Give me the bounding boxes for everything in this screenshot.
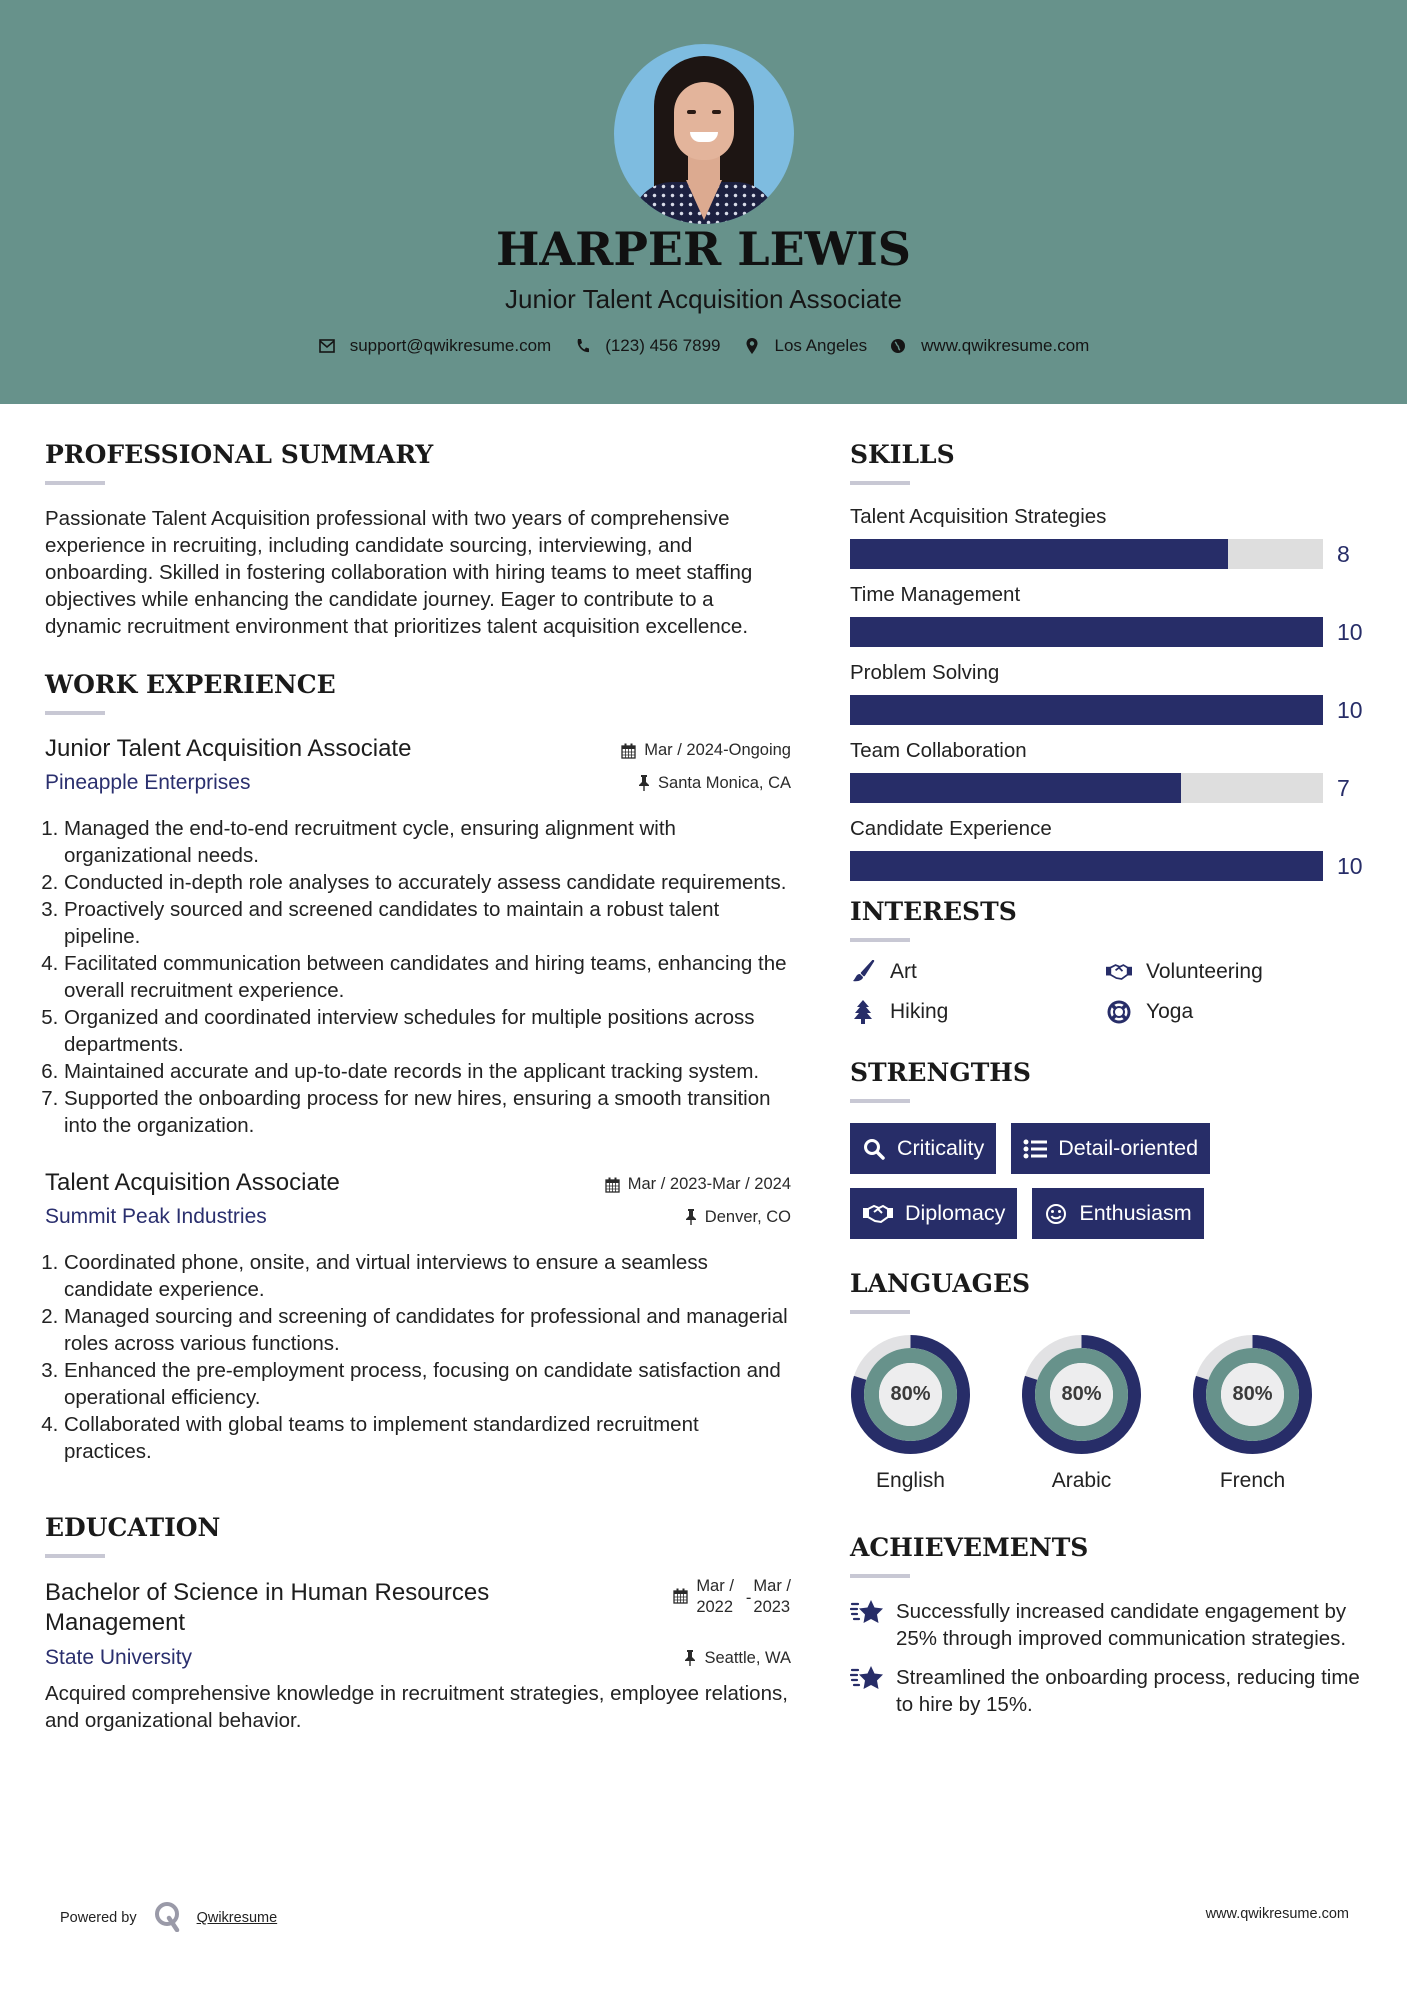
job-title: Junior Talent Acquisition Associate [45,735,412,762]
achievements-section [850,1533,1370,1718]
skill-bar-track [850,539,1323,569]
company-name: Summit Peak Industries [45,1205,267,1228]
handshake-icon [1106,960,1132,984]
duties-list [45,1249,791,1465]
skill-rating: 8 [1337,540,1350,567]
heading-divider [45,481,105,485]
achievements-heading: ACHIEVEMENTS [850,1533,1089,1562]
heading-divider [850,1574,910,1578]
heading-divider [45,711,105,715]
strengths-tags [850,1123,1370,1239]
interest-item: Hiking [850,1000,1106,1024]
tree-icon [850,1000,876,1024]
duty-item: 1. Managed the end-to-end recruitment cycle, ensuring alignment with organizational needs. [64,815,791,869]
duty-item: 7. Supported the onboarding process for new hires, ensuring a smooth transition into the organization. [64,1085,791,1139]
resume-header [0,0,1407,404]
duty-item: 4. Collaborated with global teams to implement standardized recruitment practices. [64,1411,791,1465]
duties-list [45,815,791,1139]
company-name: Pineapple Enterprises [45,771,251,794]
language-percent: 80% [890,1383,931,1405]
job-entry [45,1169,791,1465]
life-ring-icon [1106,1000,1132,1024]
skill-rating: 7 [1337,774,1350,801]
summary-text: Passionate Talent Acquisition professional with two years of comprehensive experience in recruiting, including candidate sourcing, interviewing, and onboarding. Skilled in fostering collaboration with hiring teams to meet staffing objectives while enhancing the candidate journey. Eager to contribute to a dynamic recruitment environment that prioritizes talent acquisition excellence. [45,507,753,638]
duty-item: 3. Enhanced the pre-employment process, focusing on candidate satisfaction and operational efficiency. [64,1357,791,1411]
candidate-title: Junior Talent Acquisition Associate [505,284,902,314]
skills-heading: SKILLS [850,440,955,469]
strengths-heading: STRENGTHS [850,1058,1031,1087]
job-entry [45,735,791,1139]
qwikresume-link[interactable]: Qwikresume [196,1910,278,1926]
strength-tag: Enthusiasm [1032,1188,1203,1239]
skill-label: Talent Acquisition Strategies [850,505,1107,528]
globe-icon [889,337,907,355]
handshake-icon [862,1202,894,1226]
experience-heading: WORK EXPERIENCE [45,670,336,699]
skill-bar-fill [850,851,1323,881]
languages-list [850,1334,1370,1493]
calendar-icon [621,743,636,759]
skills-section [850,440,1370,881]
heading-divider [850,481,910,485]
skill-bar-fill [850,695,1323,725]
duty-item: 4. Facilitated communication between candidates and hiring teams, enhancing the overall recruitment experience. [64,950,791,1004]
summary-heading: PROFESSIONAL SUMMARY [45,440,434,469]
interest-item: Volunteering [1106,960,1362,984]
skill-rating: 10 [1337,852,1363,879]
strengths-section [850,1058,1370,1239]
skill-bar-fill [850,617,1323,647]
job-location: Santa Monica, CA [638,774,791,793]
skill-label: Team Collaboration [850,739,1027,762]
interests-grid [850,960,1370,1024]
education-dates: Mar / 2022 - Mar / 2023 [673,1576,791,1618]
language-progress-ring [850,1334,971,1455]
skill-item [850,661,1370,725]
skill-bar-track [850,617,1323,647]
language-progress-ring [1192,1334,1313,1455]
calendar-icon [605,1177,620,1193]
skill-bar-fill [850,539,1228,569]
calendar-icon [673,1588,688,1604]
school-name: State University [45,1646,193,1669]
footer-website-link[interactable]: www.qwikresume.com [1205,1906,1349,1922]
strength-tag: Diplomacy [850,1188,1017,1239]
job-dates: Mar / 2024-Ongoing [621,741,791,760]
education-heading: EDUCATION [45,1513,221,1542]
language-name: English [876,1469,945,1492]
contact-bar [0,336,1407,356]
skill-label: Candidate Experience [850,817,1052,840]
skill-bar-fill [850,773,1181,803]
envelope-icon [318,337,336,355]
degree-title: Bachelor of Science in Human Resources Management [45,1579,490,1636]
skill-item [850,817,1370,881]
contact-website[interactable]: www.qwikresume.com [889,336,1089,356]
pushpin-icon [638,775,650,791]
languages-section [850,1269,1370,1493]
qwikresume-logo-icon [153,1900,183,1936]
skill-item [850,739,1370,803]
strength-tag: Criticality [850,1123,996,1174]
skill-rating: 10 [1337,618,1363,645]
footer-powered-by: Powered by Qwikresume [60,1900,277,1936]
contact-email[interactable]: support@qwikresume.com [318,336,552,356]
education-description: Acquired comprehensive knowledge in recruitment strategies, employee relations, and organizational behavior. [45,1682,788,1732]
strength-tag: Detail-oriented [1011,1123,1210,1174]
interests-heading: INTERESTS [850,897,1017,926]
languages-heading: LANGUAGES [850,1269,1031,1298]
skill-item [850,583,1370,647]
candidate-name: HARPER LEWIS [495,222,912,276]
job-dates: Mar / 2023-Mar / 2024 [605,1175,791,1194]
skill-item [850,505,1370,569]
pushpin-icon [685,1209,697,1225]
language-item [1021,1334,1142,1493]
right-column [850,440,1370,1730]
experience-section [45,670,791,1465]
contact-phone[interactable]: (123) 456 7899 [573,336,720,356]
language-percent: 80% [1061,1383,1102,1405]
skill-label: Time Management [850,583,1021,606]
summary-section [45,440,791,640]
star-badge-icon [850,1664,884,1692]
smile-icon [1044,1202,1068,1226]
duty-item: 2. Conducted in-depth role analyses to accurately assess candidate requirements. [64,869,791,896]
skill-bar-track [850,773,1323,803]
language-percent: 80% [1232,1383,1273,1405]
interests-section [850,897,1370,1024]
duty-item: 3. Proactively sourced and screened candidates to maintain a robust talent pipeline. [64,896,791,950]
language-name: French [1219,1469,1286,1492]
job-location: Denver, CO [685,1208,791,1227]
heading-divider [45,1554,105,1558]
star-badge-icon [850,1598,884,1626]
heading-divider [850,1310,910,1314]
language-progress-ring [1021,1334,1142,1455]
duty-item: 1. Coordinated phone, onsite, and virtual interviews to ensure a seamless candidate experience. [64,1249,791,1303]
heading-divider [850,1099,910,1103]
language-item [1192,1334,1313,1493]
education-location: Seattle, WA [684,1649,791,1668]
interest-item: Art [850,960,1106,984]
duty-item: 6. Maintained accurate and up-to-date records in the applicant tracking system. [64,1058,791,1085]
achievement-item: Streamlined the onboarding process, reducing time to hire by 15%. [850,1664,1370,1718]
contact-location: Los Angeles [743,336,868,356]
skill-bar-track [850,695,1323,725]
left-column [45,440,791,1734]
phone-icon [573,337,591,355]
interest-item: Yoga [1106,1000,1362,1024]
skill-label: Problem Solving [850,661,1000,684]
language-name: Arabic [1051,1469,1112,1492]
education-section [45,1513,791,1734]
achievement-item: Successfully increased candidate engagement by 25% through improved communication strategies. [850,1598,1370,1652]
heading-divider [850,938,910,942]
job-title: Talent Acquisition Associate [45,1169,340,1196]
paintbrush-icon [850,960,876,984]
map-marker-icon [743,337,761,355]
search-icon [862,1137,886,1161]
skill-rating: 10 [1337,696,1363,723]
duty-item: 5. Organized and coordinated interview schedules for multiple positions across departments. [64,1004,791,1058]
profile-photo [614,44,794,224]
skill-bar-track [850,851,1323,881]
language-item [850,1334,971,1493]
pushpin-icon [684,1650,696,1666]
duty-item: 2. Managed sourcing and screening of candidates for professional and managerial roles across various functions. [64,1303,791,1357]
list-icon [1023,1137,1047,1161]
